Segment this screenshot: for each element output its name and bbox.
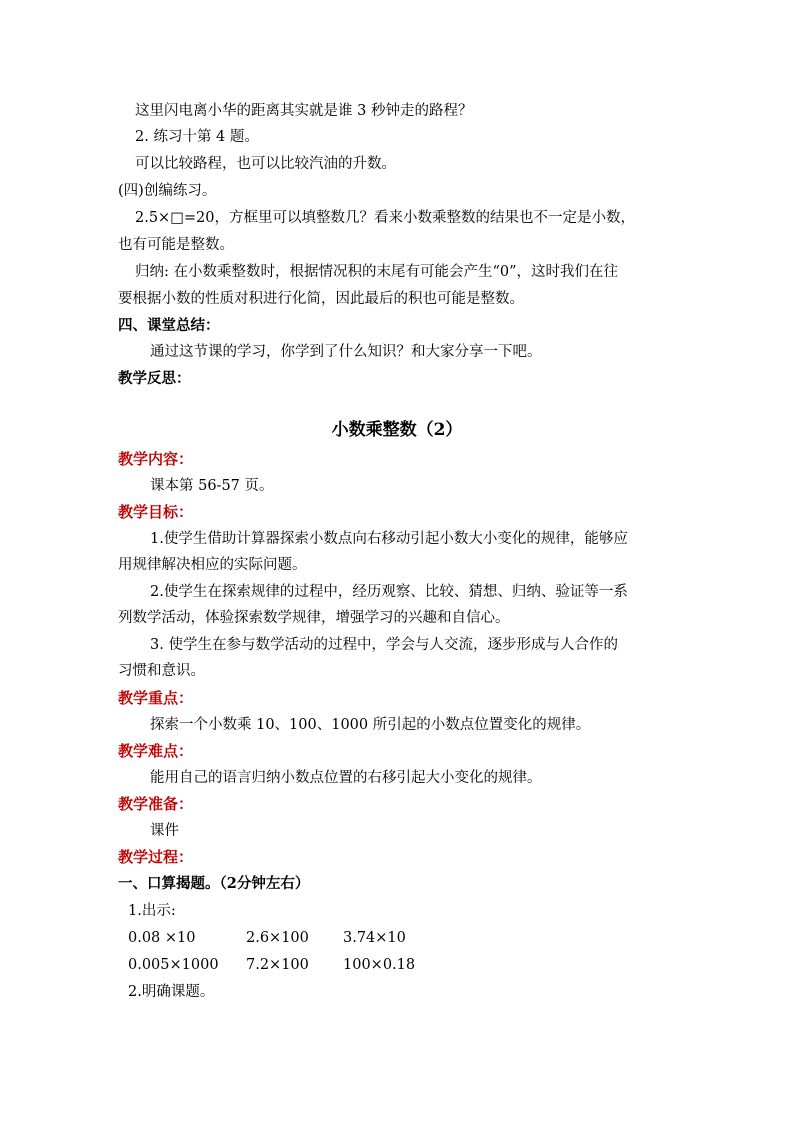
paragraph-line: 可以比较路程，也可以比较汽油的升数。	[135, 156, 396, 172]
goal-line: 习惯和意识。	[118, 663, 205, 679]
paragraph-line: (四)创编练习。	[118, 183, 217, 199]
paragraph-line: 探索一个小数乘 10、100、1000 所引起的小数点位置变化的规律。	[150, 717, 591, 733]
heading-difficulty: 教学难点：	[118, 742, 194, 760]
paragraph-line: 这里闪电离小华的距离其实就是谁 3 秒钟走的路程？	[135, 103, 473, 119]
calc-item: 3.74×10	[343, 930, 406, 946]
section-heading-reflection: 教学反思：	[118, 370, 191, 387]
lesson-title: 小数乘整数（2）	[331, 420, 463, 440]
calc-item: 7.2×100	[246, 957, 309, 973]
goal-line: 列数学活动，体验探索数学规律，增强学习的兴趣和自信心。	[118, 610, 510, 626]
heading-process: 教学过程：	[118, 848, 194, 866]
calc-item: 100×0.18	[343, 957, 416, 973]
heading-key-point: 教学重点：	[118, 689, 194, 707]
section-heading-summary: 四、课堂总结：	[118, 317, 220, 334]
paragraph-line: 2. 练习十第 4 题。	[135, 129, 259, 145]
step-heading: 一、口算揭题。（2分钟左右）	[118, 875, 310, 892]
goal-line: 2.使学生在探索规律的过程中，经历观察、比较、猜想、归纳、验证等一系	[150, 584, 628, 600]
goal-line: 3. 使学生在参与数学活动的过程中，学会与人交流，逐步形成与人合作的	[150, 637, 618, 653]
goal-line: 用规律解决相应的实际问题。	[118, 557, 307, 573]
paragraph-line: 要根据小数的性质对积进行化简，因此最后的积也可能是整数。	[118, 291, 524, 307]
paragraph-line: 也有可能是整数。	[118, 237, 234, 253]
heading-teaching-content: 教学内容：	[118, 450, 194, 468]
calc-item: 2.6×100	[246, 930, 309, 946]
heading-teaching-goals: 教学目标：	[118, 503, 194, 521]
heading-preparation: 教学准备：	[118, 795, 194, 813]
paragraph-line: 能用自己的语言归纳小数点位置的右移引起大小变化的规律。	[150, 770, 542, 786]
paragraph-line: 课本第 56-57 页。	[150, 478, 274, 494]
paragraph-line: 归纳: 在小数乘整数时，根据情况积的末尾有可能会产生“0”，这时我们在往	[135, 264, 619, 280]
calc-row	[128, 928, 406, 948]
paragraph-line: 2.明确课题。	[128, 984, 215, 1000]
paragraph-line: 课件	[150, 823, 179, 839]
calc-item: 0.005×1000	[128, 957, 219, 973]
paragraph-line: 2.5×□=20，方框里可以填整数几？看来小数乘整数的结果也不一定是小数，	[135, 210, 636, 226]
calc-row	[128, 955, 415, 975]
calc-item: 0.08 ×10	[128, 930, 196, 946]
goal-line: 1.使学生借助计算器探索小数点向右移动引起小数大小变化的规律，能够应	[150, 531, 628, 547]
paragraph-line: 1.出示:	[128, 903, 176, 919]
paragraph-line: 通过这节课的学习，你学到了什么知识？和大家分享一下吧。	[150, 344, 542, 360]
